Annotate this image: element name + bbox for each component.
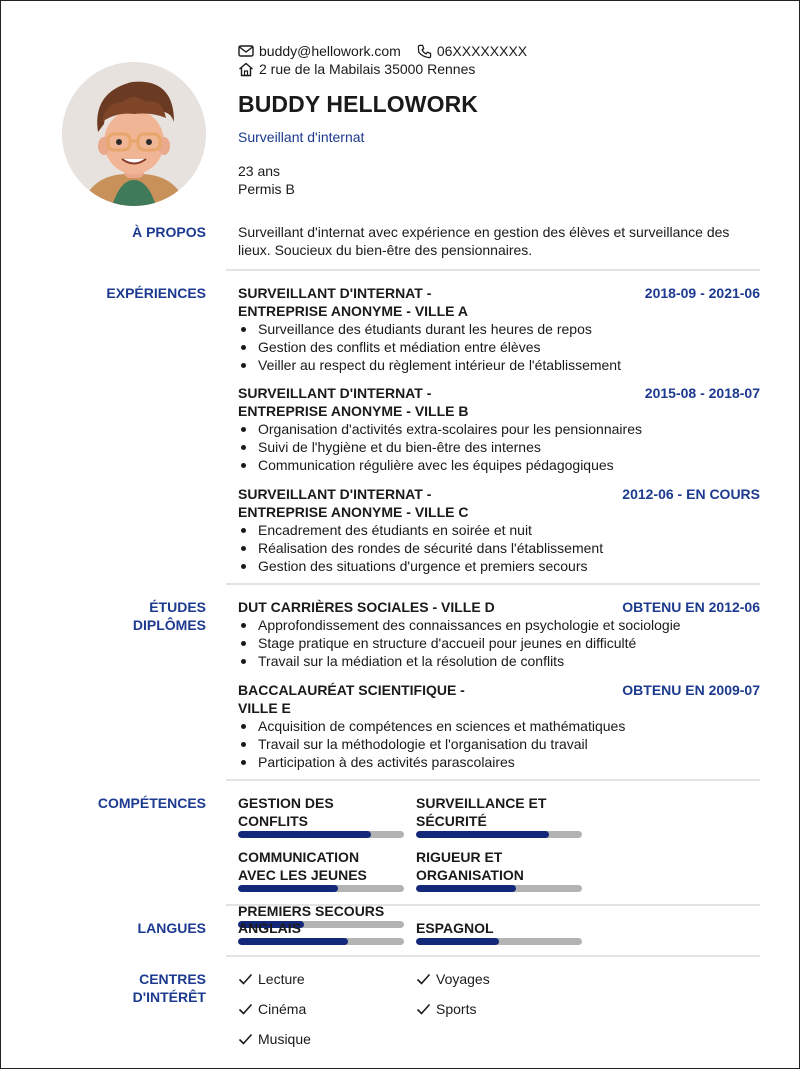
skill-level-bar [416,885,582,892]
avatar [62,62,206,206]
skill-name-line: GESTION DES [238,795,334,811]
entry-date: OBTENU EN 2012-06 [622,599,760,615]
interests-label-line: D'INTÉRÊT [132,989,206,1005]
experience-content [238,284,760,575]
skill-level-fill [238,885,338,892]
entry-title-line: DUT CARRIÈRES SOCIALES - VILLE D [238,599,495,615]
experience-label: EXPÉRIENCES [106,285,206,301]
phone-item[interactable] [417,42,527,60]
entry-bullets [238,616,760,670]
checkmark-icon [416,1003,431,1015]
language-level-fill [416,938,499,945]
language-name: ESPAGNOL [416,920,494,936]
interests-label-line: CENTRES [139,971,206,987]
list-item: Encadrement des étudiants en soirée et nuit [238,521,760,539]
skill-name [416,848,582,884]
skill-name-line: SÉCURITÉ [416,813,487,829]
entry-title-line: BACCALAURÉAT SCIENTIFIQUE - [238,682,465,698]
skill-item [238,794,416,838]
skill-level-bar [238,831,404,838]
interest-item [416,970,594,988]
skill-name-line: ORGANISATION [416,867,524,883]
list-item: Stage pratique en structure d'accueil pour jeunes en difficulté [238,634,760,652]
skills-content [238,794,760,938]
divider [226,583,760,585]
entry-title-line: SURVEILLANT D'INTERNAT - [238,285,432,301]
skill-name-line: CONFLITS [238,813,308,829]
list-item: Travail sur la médiation et la résolution de conflits [238,652,760,670]
entry-title [238,384,469,420]
education-label-line: ÉTUDES [149,599,206,615]
interests-label [133,970,206,1006]
about-label: À PROPOS [132,224,206,240]
experience-entry [238,485,760,575]
skill-name-line: RIGUEUR ET [416,849,503,865]
language-item [416,919,594,945]
education-entry [238,598,760,670]
experience-entry [238,284,760,374]
skill-name-line: COMMUNICATION [238,849,360,865]
list-item: Participation à des activités parascolaires [238,753,760,771]
entry-bullets [238,320,760,374]
skills-grid [238,794,760,938]
skill-name [238,848,404,884]
entry-bullets [238,521,760,575]
list-item: Suivi de l'hygiène et du bien-être des internes [238,438,760,456]
interest-label: Sports [436,1001,477,1017]
skill-name [416,794,582,830]
candidate-name: BUDDY HELLOWORK [238,91,479,117]
address-item [238,60,475,78]
address-row [238,60,768,78]
list-item: Gestion des conflits et médiation entre élèves [238,338,760,356]
entry-title [238,284,468,320]
language-level-fill [238,938,348,945]
entry-title-line: ENTREPRISE ANONYME - VILLE B [238,403,469,419]
list-item: Approfondissement des connaissances en psychologie et sociologie [238,616,760,634]
language-level-bar [416,938,582,945]
entry-title-line: ENTREPRISE ANONYME - VILLE A [238,303,468,319]
entry-bullets [238,717,760,771]
entry-title-line: ENTREPRISE ANONYME - VILLE C [238,504,469,520]
divider [226,955,760,957]
skill-level-bar [416,831,582,838]
about-text: Surveillant d'internat avec expérience en gestion des élèves et surveillance des lieux. Soucieux du bien-être des pensionnaires. [238,224,730,258]
interest-label: Cinéma [258,1001,307,1017]
phone-text: 06XXXXXXXX [436,43,528,59]
skill-name-line: AVEC LES JEUNES [238,867,367,883]
interest-label: Musique [258,1031,311,1047]
checkmark-icon [238,1033,253,1045]
interest-label: Voyages [436,971,490,987]
avatar-illustration-icon [62,62,206,206]
divider [226,269,760,271]
entry-title [238,681,465,717]
entry-title-line: VILLE E [238,700,291,716]
entry-date: 2015-08 - 2018-07 [644,385,760,401]
phone-icon [417,44,432,59]
skill-name [238,794,404,830]
education-label [133,598,206,634]
experience-entry [238,384,760,474]
checkmark-icon [238,973,253,985]
driving-license: Permis B [238,181,295,197]
skill-level-fill [416,831,549,838]
list-item: Réalisation des rondes de sécurité dans l'établissement [238,539,760,557]
skill-item [238,848,416,892]
entry-date: 2018-09 - 2021-06 [644,285,760,301]
entry-title-line: SURVEILLANT D'INTERNAT - [238,486,432,502]
education-label-line: DIPLÔMES [132,617,206,633]
entry-date: 2012-06 - EN COURS [622,486,760,502]
list-item: Gestion des situations d'urgence et premiers secours [238,557,760,575]
entry-bullets [238,420,760,474]
list-item: Acquisition de compétences en sciences et mathématiques [238,717,760,735]
list-item: Travail sur la méthodologie et l'organisation du travail [238,735,760,753]
interest-item [238,970,416,988]
entry-date: OBTENU EN 2009-07 [622,682,760,698]
list-item: Veiller au respect du règlement intérieur de l'établissement [238,356,760,374]
home-icon [238,62,254,77]
language-level-bar [238,938,404,945]
interests-content [238,970,760,1060]
checkmark-icon [238,1003,253,1015]
interest-item [238,1000,416,1018]
list-item: Organisation d'activités extra-scolaires pour les pensionnaires [238,420,760,438]
checkmark-icon [416,973,431,985]
divider [226,904,760,906]
email-item[interactable] [238,42,401,60]
divider [226,779,760,781]
skill-item [416,848,594,892]
skill-level-fill [238,831,371,838]
languages-content [238,919,760,955]
job-title: Surveillant d'internat [238,129,365,145]
entry-title-line: SURVEILLANT D'INTERNAT - [238,385,432,401]
interests-grid [238,970,760,1060]
list-item: Surveillance des étudiants durant les heures de repos [238,320,760,338]
language-item [238,919,416,945]
languages-grid [238,919,760,955]
skills-label: COMPÉTENCES [97,795,206,811]
interest-label: Lecture [258,971,305,987]
email-text: buddy@hellowork.com [259,43,401,59]
list-item: Communication régulière avec les équipes pédagogiques [238,456,760,474]
address-text: 2 rue de la Mabilais 35000 Rennes [259,61,476,77]
skill-name-line: PREMIERS SECOURS [238,903,385,919]
entry-title [238,485,469,521]
education-content [238,598,760,771]
about-content [238,223,760,259]
skill-level-fill [416,885,516,892]
contact-row [238,42,768,60]
entry-title [238,598,495,616]
skill-item [416,794,594,838]
skill-level-bar [238,885,404,892]
envelope-icon [238,44,254,58]
age: 23 ans [238,163,281,179]
language-name: ANGLAIS [238,920,301,936]
skill-name-line: SURVEILLANCE ET [416,795,547,811]
languages-label: LANGUES [137,920,206,936]
interest-item [416,1000,594,1018]
header [238,42,768,198]
education-entry [238,681,760,771]
interest-item [238,1030,416,1048]
